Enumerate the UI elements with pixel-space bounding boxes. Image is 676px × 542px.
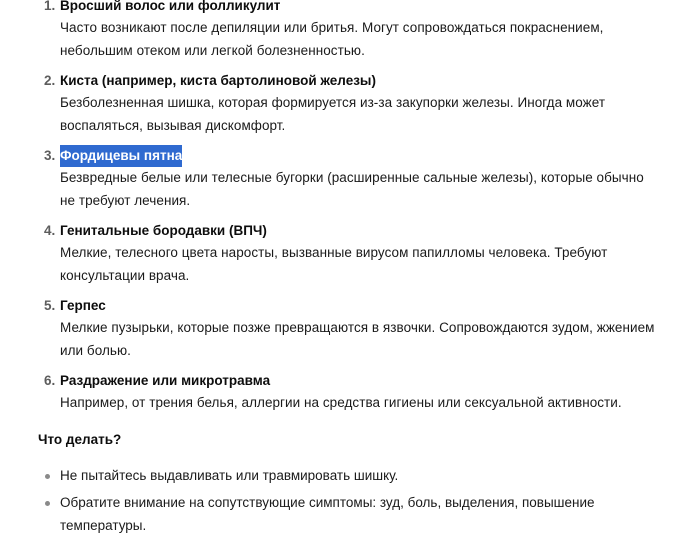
list-item-number: 3. (44, 148, 56, 163)
bullet-dot-icon (45, 501, 50, 506)
selected-text-highlight[interactable]: Фордицевы пятна (60, 145, 182, 167)
list-item (0, 70, 676, 137)
bullet-text[interactable]: Обратите внимание на сопутствующие симптомы: зуд, боль, выделения, повышение температуры. (60, 495, 595, 533)
list-item-number: 5. (44, 298, 56, 313)
bullet-text[interactable]: Не пытайтесь выдавливать или травмировать шишку. (60, 467, 399, 483)
section-heading: Что делать? (38, 431, 122, 447)
list-item (0, 295, 676, 362)
list-item-number: 2. (44, 73, 56, 88)
list-item-description[interactable]: Безболезненная шишка, которая формируется из-за закупорки железы. Иногда может воспаляться, вызывая дискомфорт. (60, 95, 606, 133)
list-item-number: 4. (44, 223, 56, 238)
list-item (0, 0, 676, 62)
list-item-description[interactable]: Безвредные белые или телесные бугорки (расширенные сальные железы), которые обычно не требуют лечения. (60, 170, 644, 208)
list-item (0, 370, 676, 415)
list-item (0, 145, 676, 212)
list-item (0, 220, 676, 287)
list-item-number: 6. (44, 373, 56, 388)
bullet-dot-icon (45, 474, 50, 479)
list-item-description[interactable]: Мелкие, телесного цвета наросты, вызванные вирусом папилломы человека. Требуют консультации врача. (60, 245, 608, 283)
list-item-description[interactable]: Мелкие пузырьки, которые позже превращаются в язвочки. Сопровождаются зудом, жжением или болью. (60, 320, 655, 358)
bullet-item (0, 465, 676, 488)
list-item-description[interactable]: Часто возникают после депиляции или бритья. Могут сопровождаться покраснением, небольшим отеком или легкой болезненностью. (60, 20, 604, 58)
list-item-description[interactable]: Например, от трения белья, аллергии на средства гигиены или сексуальной активности. (60, 395, 622, 410)
advice-list (0, 465, 676, 538)
list-item-number: 1. (44, 0, 56, 13)
list-item-title[interactable]: Герпес (60, 298, 106, 313)
list-item-title[interactable]: Вросший волос или фолликулит (60, 0, 281, 13)
list-item-title[interactable]: Генитальные бородавки (ВПЧ) (60, 223, 267, 238)
bullet-item (0, 492, 676, 537)
list-item-title[interactable]: Киста (например, киста бартолиновой железы) (60, 73, 376, 88)
list-item-title[interactable]: Раздражение или микротравма (60, 373, 271, 388)
